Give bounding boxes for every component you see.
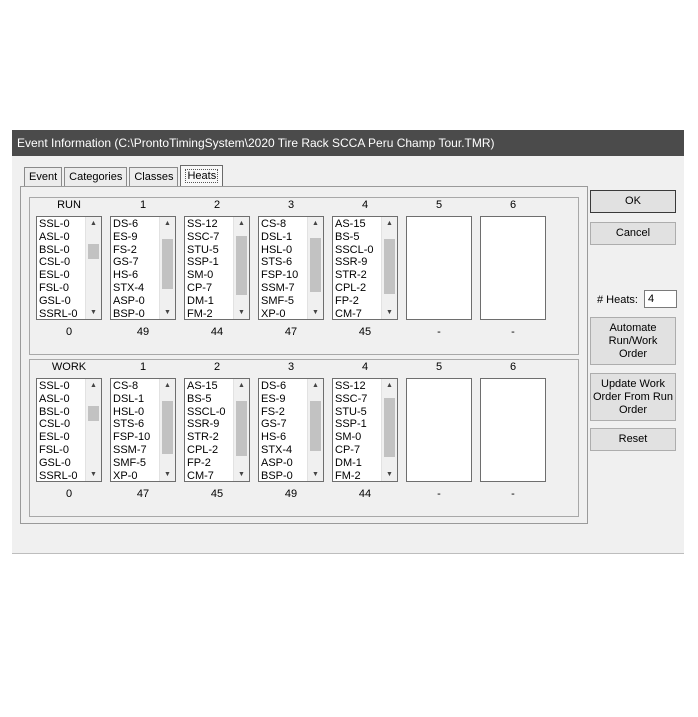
work-heat-header: 4	[361, 361, 369, 373]
list-item[interactable]: STX-4	[261, 443, 293, 456]
list-item[interactable]: GS-7	[113, 256, 139, 269]
tab-label: Heats	[187, 170, 217, 182]
list-item[interactable]: BSP-0	[113, 307, 145, 320]
list-item[interactable]: GSL-0	[39, 294, 71, 307]
heats-count-input[interactable]	[644, 290, 677, 308]
list-item[interactable]: SSM-7	[113, 443, 147, 456]
run-heat-2-list[interactable]	[184, 216, 250, 320]
scroll-up-icon[interactable]: ▲	[312, 220, 319, 227]
work-heat-count: 0	[65, 488, 73, 500]
scroll-down-icon[interactable]: ▼	[90, 471, 97, 478]
list-item[interactable]: SSR-9	[187, 418, 220, 431]
scroll-thumb[interactable]	[236, 236, 247, 295]
list-item[interactable]: ASP-0	[261, 456, 293, 469]
list-item[interactable]: CP-7	[187, 281, 213, 294]
vertical-scrollbar[interactable]	[307, 217, 323, 319]
scroll-down-icon[interactable]: ▼	[386, 471, 393, 478]
run-heat-count: 47	[284, 326, 298, 338]
heats-tab-panel	[20, 186, 588, 524]
scroll-thumb[interactable]	[162, 239, 173, 289]
list-item[interactable]: SSL-0	[39, 218, 70, 230]
list-item[interactable]: SSC-7	[187, 230, 220, 243]
list-item[interactable]: XP-0	[113, 469, 138, 482]
work-heat-1-list[interactable]	[110, 378, 176, 482]
list-item[interactable]: FSP-10	[261, 269, 299, 282]
ok-button-label: OK	[625, 195, 641, 207]
run-heat-4-list[interactable]	[332, 216, 398, 320]
list-item[interactable]: HS-6	[261, 431, 287, 444]
tab-label: Classes	[134, 171, 174, 183]
work-heat-count: 45	[210, 488, 224, 500]
work-heat-header: 3	[287, 361, 295, 373]
scroll-up-icon[interactable]: ▲	[312, 382, 319, 389]
update-label-line-1: Update Work	[601, 377, 665, 390]
list-item[interactable]: STU-5	[335, 405, 367, 418]
scroll-up-icon[interactable]: ▲	[238, 382, 245, 389]
list-item[interactable]: SSP-1	[335, 418, 367, 431]
work-label: WORK	[51, 361, 87, 373]
work-heat-5-list[interactable]	[406, 378, 472, 482]
work-heat-4-list[interactable]	[332, 378, 398, 482]
event-information-dialog	[12, 130, 684, 554]
run-label: RUN	[57, 199, 81, 211]
work-unassigned-list[interactable]	[36, 378, 102, 482]
scroll-up-icon[interactable]: ▲	[386, 382, 393, 389]
vertical-scrollbar[interactable]	[85, 379, 101, 481]
work-heat-count: 47	[136, 488, 150, 500]
list-item[interactable]: SSP-1	[187, 256, 219, 269]
list-item[interactable]: SSR-9	[335, 256, 368, 269]
list-item[interactable]: HSL-0	[113, 405, 145, 418]
list-item[interactable]: SS-12	[335, 380, 366, 392]
list-item[interactable]: CM-7	[187, 469, 214, 482]
vertical-scrollbar[interactable]	[233, 379, 249, 481]
list-item[interactable]: XP-0	[261, 307, 286, 320]
list-item[interactable]: DSL-1	[113, 392, 145, 405]
run-heat-header: 4	[361, 199, 369, 211]
run-heat-header: 5	[435, 199, 443, 211]
run-heat-5-list[interactable]	[406, 216, 472, 320]
work-heat-count: -	[511, 488, 515, 500]
list-item[interactable]: GSL-0	[39, 456, 71, 469]
list-item[interactable]: GS-7	[261, 418, 287, 431]
vertical-scrollbar[interactable]	[159, 217, 175, 319]
tab-strip	[24, 166, 225, 186]
list-item[interactable]: SSM-7	[261, 281, 295, 294]
list-item[interactable]: BSP-0	[261, 469, 293, 482]
scroll-thumb[interactable]	[236, 401, 247, 456]
run-heat-1-list[interactable]	[110, 216, 176, 320]
dialog-title-bar[interactable]: Event Information (C:\ProntoTimingSystem\2020 Tire Rack SCCA Peru Champ Tour.TMR)	[12, 130, 684, 156]
vertical-scrollbar[interactable]	[233, 217, 249, 319]
reset-button[interactable]	[590, 428, 676, 451]
run-heat-count: 0	[65, 326, 73, 338]
run-unassigned-list[interactable]	[36, 216, 102, 320]
work-heat-header: 5	[435, 361, 443, 373]
list-item[interactable]: DM-1	[335, 456, 362, 469]
list-item[interactable]: HSL-0	[261, 243, 293, 256]
list-item[interactable]: HS-6	[113, 269, 139, 282]
ok-button[interactable]	[590, 190, 676, 213]
run-heat-header: 1	[139, 199, 147, 211]
list-item[interactable]: DSL-1	[261, 230, 293, 243]
scroll-thumb[interactable]	[310, 238, 321, 293]
scroll-down-icon[interactable]: ▼	[238, 309, 245, 316]
scroll-down-icon[interactable]: ▼	[312, 471, 319, 478]
vertical-scrollbar[interactable]	[307, 379, 323, 481]
run-heat-count: 44	[210, 326, 224, 338]
list-item[interactable]: SSRL-0	[39, 307, 78, 320]
list-item[interactable]: CSL-0	[39, 256, 71, 269]
run-heat-header: 6	[509, 199, 517, 211]
scroll-thumb[interactable]	[162, 401, 173, 454]
scroll-up-icon[interactable]: ▲	[164, 220, 171, 227]
list-item[interactable]: BS-5	[187, 392, 212, 405]
run-order-group	[29, 197, 579, 355]
vertical-scrollbar[interactable]	[381, 379, 397, 481]
scroll-down-icon[interactable]: ▼	[238, 471, 245, 478]
list-item[interactable]: SMF-5	[113, 456, 146, 469]
scroll-thumb[interactable]	[384, 398, 395, 457]
list-item[interactable]: AS-15	[187, 380, 218, 392]
run-heat-count: -	[437, 326, 441, 338]
automate-run-work-order-button[interactable]	[590, 317, 676, 365]
list-item[interactable]: CPL-2	[335, 281, 367, 294]
tab-classes[interactable]	[129, 167, 178, 186]
work-heat-count: 44	[358, 488, 372, 500]
list-item[interactable]: STR-2	[187, 431, 219, 444]
scroll-up-icon[interactable]: ▲	[90, 382, 97, 389]
list-item[interactable]: AS-15	[335, 218, 366, 230]
list-item[interactable]: FSL-0	[39, 443, 69, 456]
work-heat-2-list[interactable]	[184, 378, 250, 482]
scroll-down-icon[interactable]: ▼	[164, 471, 171, 478]
list-item[interactable]: SSCL-0	[335, 243, 374, 256]
scroll-up-icon[interactable]: ▲	[164, 382, 171, 389]
scroll-thumb[interactable]	[88, 244, 99, 259]
tab-label: Event	[29, 171, 58, 183]
work-heat-header: 1	[139, 361, 147, 373]
update-label-line-3: Order	[618, 403, 648, 416]
scroll-up-icon[interactable]: ▲	[238, 220, 245, 227]
scroll-up-icon[interactable]: ▲	[386, 220, 393, 227]
work-heat-count: 49	[284, 488, 298, 500]
list-item[interactable]: SSC-7	[335, 392, 368, 405]
automate-label-line-1: Automate	[609, 321, 657, 334]
work-heat-header: 2	[213, 361, 221, 373]
list-item[interactable]: BS-5	[335, 230, 360, 243]
list-item[interactable]: ES-9	[261, 392, 286, 405]
list-item[interactable]: BSL-0	[39, 405, 70, 418]
list-item[interactable]: ESL-0	[39, 269, 70, 282]
automate-label-line-3: Order	[618, 347, 648, 360]
list-item[interactable]: ASP-0	[113, 294, 145, 307]
list-item[interactable]: CSL-0	[39, 418, 71, 431]
list-item[interactable]: CP-7	[335, 443, 361, 456]
run-heat-count: 45	[358, 326, 372, 338]
list-item[interactable]: SSRL-0	[39, 469, 78, 482]
list-item[interactable]: SM-0	[187, 269, 214, 282]
heats-count-label: # Heats:	[597, 294, 638, 306]
work-heat-count: -	[437, 488, 441, 500]
tab-event[interactable]	[24, 167, 62, 186]
list-item[interactable]: STX-4	[113, 281, 145, 294]
scroll-thumb[interactable]	[88, 406, 99, 421]
list-item[interactable]: SSCL-0	[187, 405, 226, 418]
tab-heats[interactable]	[180, 165, 223, 186]
list-item[interactable]: FSP-10	[113, 431, 151, 444]
cancel-button[interactable]	[590, 222, 676, 245]
list-item[interactable]: ASL-0	[39, 230, 70, 243]
scroll-down-icon[interactable]: ▼	[90, 309, 97, 316]
list-item[interactable]: ESL-0	[39, 431, 70, 444]
list-item[interactable]: FS-2	[113, 243, 137, 256]
list-item[interactable]: SSL-0	[39, 380, 70, 392]
run-heat-header: 3	[287, 199, 295, 211]
list-item[interactable]: STR-2	[335, 269, 367, 282]
scroll-down-icon[interactable]: ▼	[386, 309, 393, 316]
vertical-scrollbar[interactable]	[85, 217, 101, 319]
list-item[interactable]: ES-9	[113, 230, 138, 243]
list-item[interactable]: FS-2	[261, 405, 285, 418]
run-heat-count: -	[511, 326, 515, 338]
list-item[interactable]: SM-0	[335, 431, 362, 444]
cancel-button-label: Cancel	[615, 227, 651, 239]
run-heat-3-list[interactable]	[258, 216, 324, 320]
run-heat-6-list[interactable]	[480, 216, 546, 320]
list-item[interactable]: DS-6	[113, 218, 139, 230]
list-item[interactable]: FM-2	[187, 307, 213, 320]
work-heat-header: 6	[509, 361, 517, 373]
run-heat-header: 2	[213, 199, 221, 211]
work-heat-6-list[interactable]	[480, 378, 546, 482]
scroll-down-icon[interactable]: ▼	[164, 309, 171, 316]
tab-label: Categories	[69, 171, 123, 183]
list-item[interactable]: ASL-0	[39, 392, 70, 405]
list-item[interactable]: STS-6	[113, 418, 145, 431]
scroll-thumb[interactable]	[384, 239, 395, 294]
list-item[interactable]: CPL-2	[187, 443, 219, 456]
list-item[interactable]: CS-8	[261, 218, 287, 230]
list-item[interactable]: FP-2	[335, 294, 359, 307]
work-heat-3-list[interactable]	[258, 378, 324, 482]
scroll-down-icon[interactable]: ▼	[312, 309, 319, 316]
scroll-thumb[interactable]	[310, 401, 321, 451]
update-work-order-button[interactable]	[590, 373, 676, 421]
list-item[interactable]: SS-12	[187, 218, 218, 230]
automate-label-line-2: Run/Work	[608, 334, 658, 347]
list-item[interactable]: STU-5	[187, 243, 219, 256]
list-item[interactable]: DS-6	[261, 380, 287, 392]
list-item[interactable]: FM-2	[335, 469, 361, 482]
tab-categories[interactable]	[64, 167, 127, 186]
list-item[interactable]: BSL-0	[39, 243, 70, 256]
work-order-group	[29, 359, 579, 517]
list-item[interactable]: FSL-0	[39, 281, 69, 294]
run-heat-count: 49	[136, 326, 150, 338]
update-label-line-2: Order From Run	[592, 390, 674, 403]
vertical-scrollbar[interactable]	[159, 379, 175, 481]
list-item[interactable]: CM-7	[335, 307, 362, 320]
list-item[interactable]: SMF-5	[261, 294, 294, 307]
list-item[interactable]: FP-2	[187, 456, 211, 469]
list-item[interactable]: DM-1	[187, 294, 214, 307]
reset-button-label: Reset	[618, 433, 648, 445]
vertical-scrollbar[interactable]	[381, 217, 397, 319]
list-item[interactable]: CS-8	[113, 380, 139, 392]
list-item[interactable]: STS-6	[261, 256, 293, 269]
scroll-up-icon[interactable]: ▲	[90, 220, 97, 227]
